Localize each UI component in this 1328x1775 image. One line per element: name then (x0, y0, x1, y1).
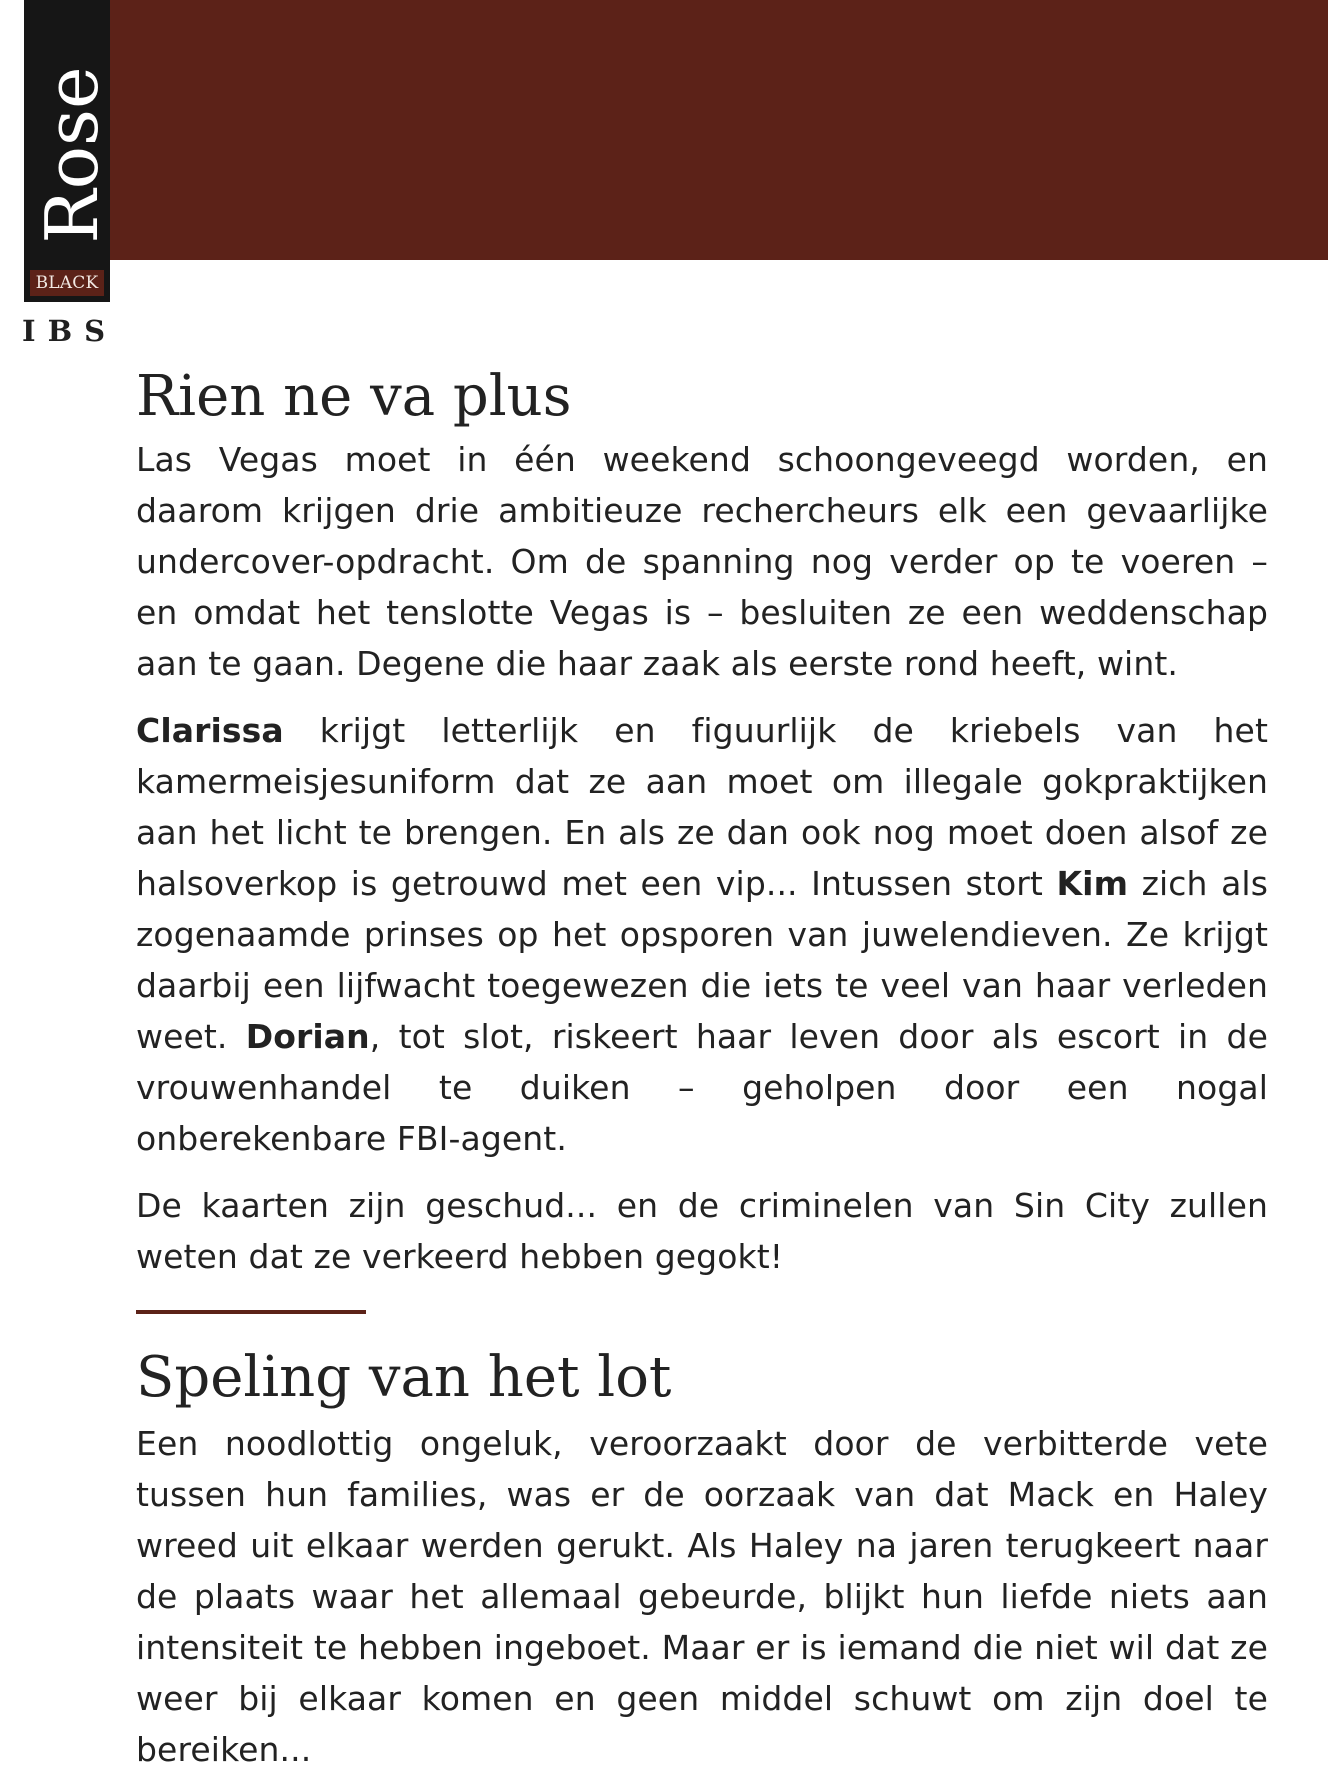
back-cover-text (136, 360, 1268, 1775)
book-blurb-paragraph: Las Vegas moet in één weekend schoongeveegd worden, en daarom krijgen drie ambitieuze rechercheurs elk een gevaarlijke undercover-opdracht. Om de spanning nog verder op te voeren – en omdat het tenslotte Vegas is – besluiten ze een weddenschap aan te gaan. Degene die haar zaak als eerste rond heeft, wint. (136, 440, 1268, 683)
book-title: Speling van het lot (136, 1345, 672, 1410)
imprint-label: IBS (22, 314, 118, 348)
book-blurb-paragraph (136, 705, 1268, 1164)
blurb-text: zich als zogenaamde prinses op het opsporen van juwelendieven. Ze krijgt daarbij een lijfwacht toegewezen die iets te veel van haar verleden weet. (136, 864, 1268, 1056)
character-name: Clarissa (136, 711, 284, 750)
character-name: Dorian (245, 1017, 370, 1056)
book-blurb-paragraph: De kaarten zijn geschud... en de criminelen van Sin City zullen weten dat ze verkeerd hebben gegokt! (136, 1186, 1268, 1276)
blurb-text: , tot slot, riskeert haar leven door als escort in de vrouwenhandel te duiken – geholpen door een nogal onberekenbare FBI-agent. (136, 1017, 1268, 1158)
logo-series-label: BLACK (30, 270, 104, 296)
book-section-rien-ne-va-plus (136, 360, 1268, 1282)
book-title: Rien ne va plus (136, 364, 572, 429)
blurb-text: krijgt letterlijk en figuurlijk de kriebels van het kamermeisjesuniform dat ze aan moet om illegale gokpraktijken aan het licht te brengen. En als ze dan ook nog moet doen alsof ze halsoverkop is getrouwd met een vip... Intussen stort (136, 711, 1268, 903)
character-name: Kim (1056, 864, 1129, 903)
cover-top-band (110, 0, 1328, 260)
section-divider (136, 1310, 366, 1314)
black-rose-logo (24, 0, 114, 302)
book-blurb-paragraph: Een noodlottig ongeluk, veroorzaakt door de verbitterde vete tussen hun families, was er de oorzaak van dat Mack en Haley wreed uit elkaar werden gerukt. Als Haley na jaren terugkeert naar de plaats waar het allemaal gebeurde, blijkt hun liefde niets aan intensiteit te hebben ingeboet. Maar er is iemand die niet wil dat ze weer bij elkaar komen en geen middel schuwt om zijn doel te bereiken... (136, 1424, 1268, 1769)
logo-rose-text: Rose (30, 66, 114, 244)
book-section-speling-van-het-lot (136, 1338, 1268, 1775)
